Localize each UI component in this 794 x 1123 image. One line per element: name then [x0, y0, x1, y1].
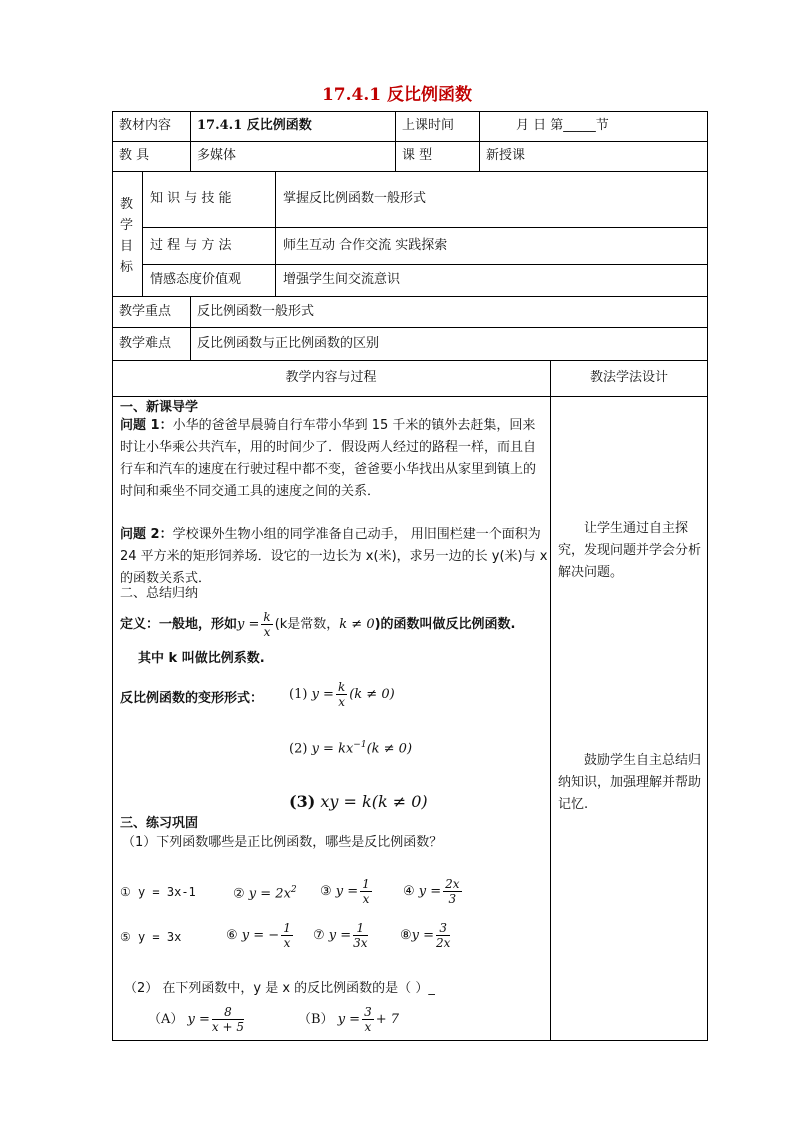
- tools-label: 教 具: [119, 148, 150, 163]
- item-6: ⑥ y = − $\frac{1}{x}$: [226, 921, 291, 950]
- lesson-type-label: 课 型: [402, 148, 433, 163]
- lesson-type-value: 新授课: [486, 148, 526, 163]
- key-point-value: 反比例函数一般形式: [197, 304, 315, 319]
- material-label: 教材内容: [119, 118, 172, 133]
- method-note-2: 鼓励学生自主总结归纳知识，加强理解并帮助记忆.: [558, 753, 702, 812]
- option-b: （B） y = $\frac{3}{x}$ + 7: [298, 1005, 400, 1034]
- item-1: ① y = 3x-1: [120, 885, 196, 899]
- item-8: ⑧y = $\frac{3}{2x}$: [400, 921, 451, 950]
- key-point-label: 教学重点: [119, 304, 172, 319]
- section-1-heading: 一、新课导学: [120, 400, 199, 415]
- goal-attitude-value: 增强学生间交流意识: [283, 272, 401, 287]
- goal-knowledge-value: 掌握反比例函数一般形式: [283, 191, 427, 206]
- difficulty-value: 反比例函数与正比例函数的区别: [197, 336, 380, 351]
- goal-process-value: 师生互动 合作交流 实践探索: [283, 238, 448, 253]
- goal-knowledge-label: 知 识 与 技 能: [150, 191, 232, 206]
- goals-side-label: 教 学 目 标: [120, 197, 134, 275]
- difficulty-label: 教学难点: [119, 336, 172, 351]
- problem-1: 问题 1：小华的爸爸早晨骑自行车带小华到 15 千米的镇外去赶集，回来时让小华乘公共汽车，用的时间少了．假设两人经过的路程一样，而且自行车和汽车的速度在行驶过程中都不变，爸爸要小华找出从家里到镇上的时间和乘坐不同交通工具的速度之间的关系．: [120, 418, 537, 499]
- variant-formula-1: (1) y = $\frac{k}{x}$ (k ≠ 0): [289, 680, 395, 709]
- method-column-header: 教法学法设计: [589, 370, 668, 385]
- coefficient-note: 其中 k 叫做比例系数.: [138, 651, 265, 666]
- option-a: （A） y = $\frac{8}{x + 5}$: [148, 1005, 244, 1034]
- tools-value: 多媒体: [197, 148, 237, 163]
- goal-attitude-label: 情感态度价值观: [150, 272, 242, 287]
- section-3-heading: 三、练习巩固: [120, 816, 199, 831]
- material-value: 17.4.1 反比例函数: [197, 118, 312, 133]
- problem-2: 问题 2：学校课外生物小组的同学准备自己动手， 用旧围栏建一个面积为 24 平方米的矩形饲养场．设它的一边长为 x(米)，求另一边的长 y(米)与 x 的函数关系式．: [120, 527, 548, 586]
- exercise-1: （1）下列函数哪些是正比例函数，哪些是反比例函数？: [122, 835, 443, 850]
- goal-process-label: 过 程 与 方 法: [150, 238, 232, 253]
- class-time-label: 上课时间: [402, 118, 455, 133]
- exercise-2: （2） 在下列函数中，y 是 x 的反比例函数的是（ ）_: [124, 981, 435, 996]
- section-2-heading: 二、总结归纳: [120, 586, 199, 601]
- page-title: 17.4.1 反比例函数: [321, 85, 473, 105]
- method-note-1: 让学生通过自主探究，发现问题并学会分析解决问题。: [558, 521, 702, 580]
- variants-label: 反比例函数的变形形式：: [120, 691, 264, 706]
- item-4: ④ y = $\frac{2x}{3}$: [403, 877, 460, 906]
- content-column-header: 教学内容与过程: [285, 370, 377, 385]
- variant-formula-2: (2) $y = kx^{-1}(k \ne 0)$: [289, 740, 413, 757]
- item-2: ② $y = 2x^2$: [233, 885, 297, 902]
- item-3: ③ y = $\frac{1}{x}$: [320, 877, 370, 906]
- definition: 定义：一般地，形如y = $\frac{k}{x}$ (k是常数，k ≠ 0)的函数叫做反比例函数.: [120, 610, 516, 639]
- variant-formula-3: (3) xy = k(k ≠ 0): [289, 792, 428, 811]
- class-time-value: 月 日 第_____节: [516, 118, 609, 133]
- item-5: ⑤ y = 3x: [120, 930, 182, 944]
- item-7: ⑦ y = $\frac{1}{3x}$: [313, 921, 368, 950]
